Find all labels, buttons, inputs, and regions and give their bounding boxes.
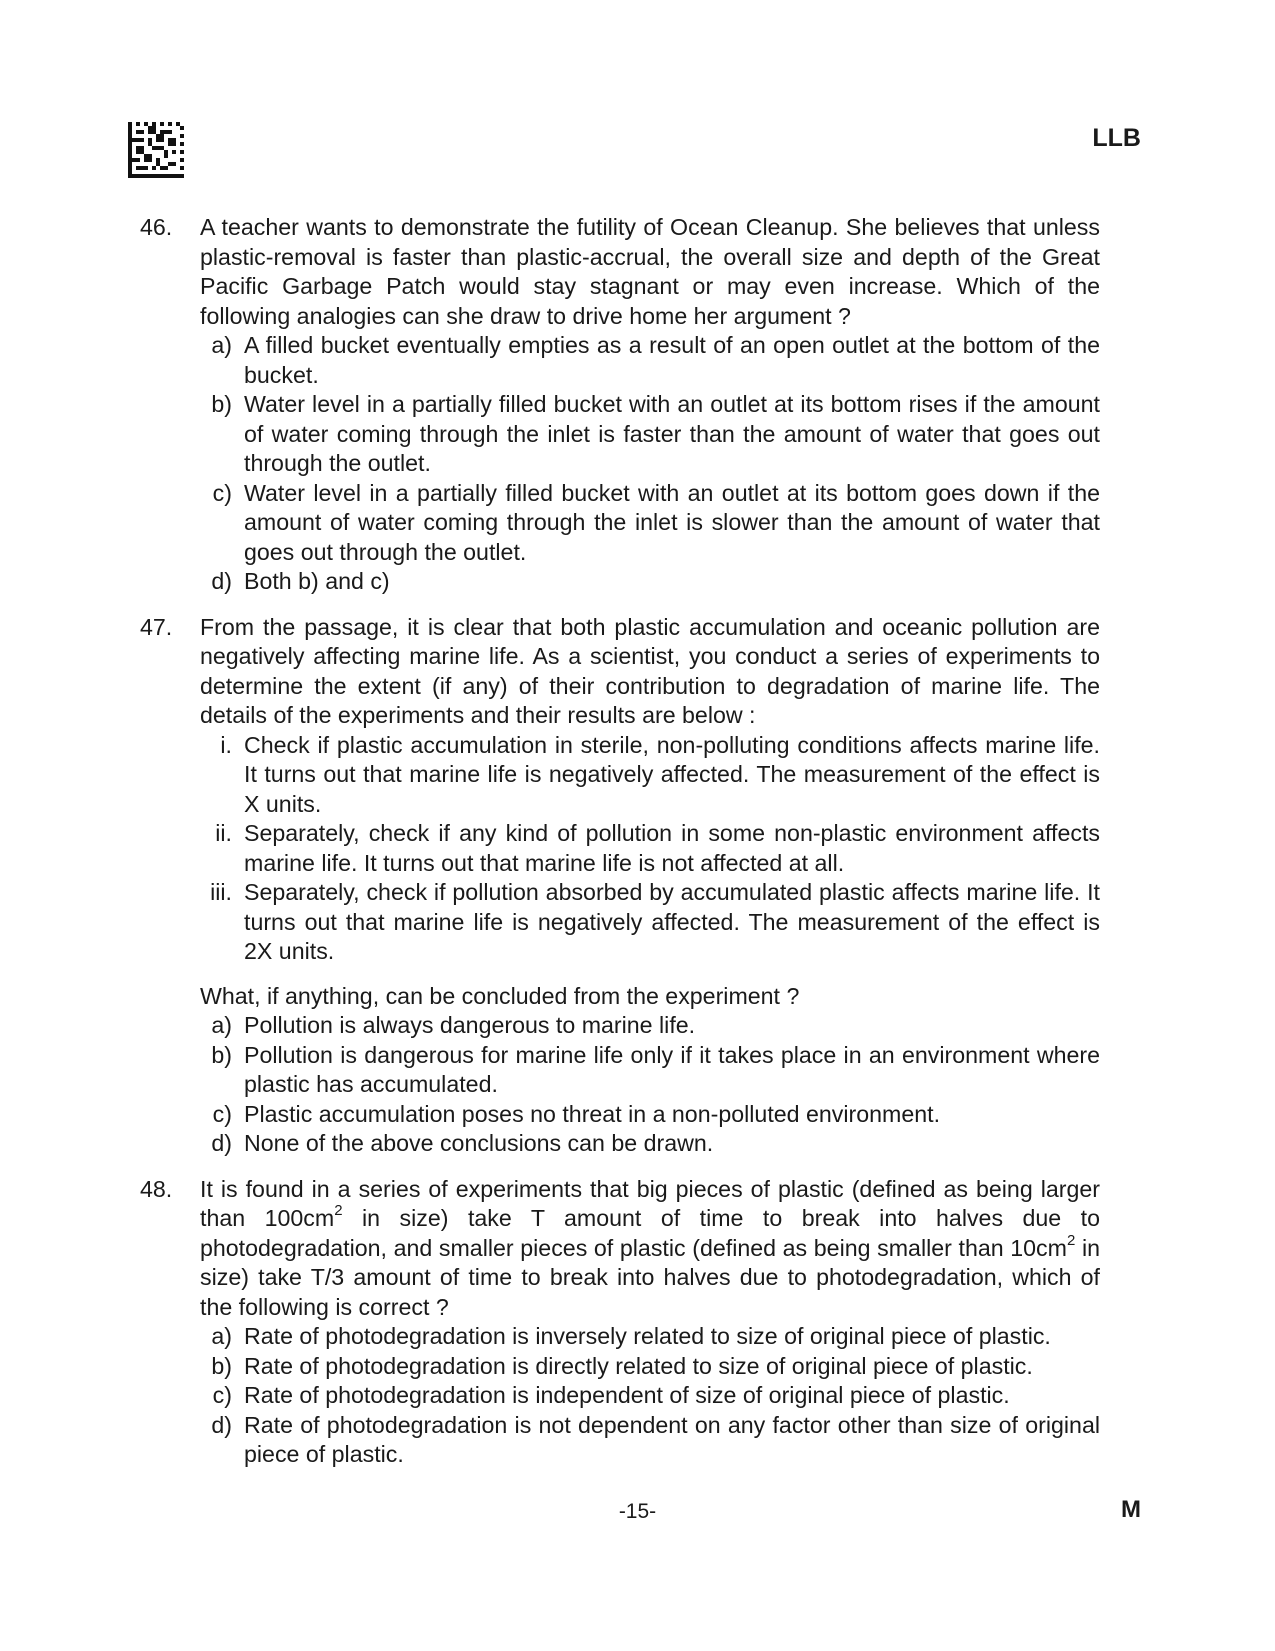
superscript: 2 (1066, 1231, 1076, 1249)
option-item (200, 1352, 1100, 1382)
option-item (200, 1041, 1100, 1100)
question-number: 46. (140, 214, 173, 240)
question-prompt: What, if anything, can be concluded from the experiment ? (200, 982, 800, 1009)
option-list (200, 1011, 1100, 1159)
stem-text: in size) take T amount of time to break into halves due to photodegradation, and smaller pieces of plastic (defined as being smaller than 10cm (200, 1205, 1101, 1261)
experiment-item (200, 819, 1100, 878)
question-stem: From the passage, it is clear that both plastic accumulation and oceanic pollution are negatively affecting marine life. As a scientist, you conduct a series of experiments to determine the extent (if any) of their contribution to degradation of marine life. The details of the experiments and their results are below : (200, 613, 1100, 728)
experiment-label: iii. (210, 879, 232, 905)
option-text: Rate of photodegradation is directly related to size of original piece of plastic. (244, 1352, 1033, 1379)
option-label: d) (211, 568, 232, 594)
superscript: 2 (334, 1202, 343, 1220)
datamatrix-code-icon (128, 122, 184, 178)
option-text: Water level in a partially filled bucket with an outlet at its bottom goes down if the amount of water coming through the inlet is slower than the amount of water that goes out through the outlet. (244, 479, 1100, 565)
option-item (200, 479, 1100, 568)
experiment-text: Separately, check if any kind of pollution in some non-plastic environment affects marine life. It turns out that marine life is not affected at all. (244, 820, 1100, 876)
option-text: Rate of photodegradation is not dependent on any factor other than size of original piece of plastic. (244, 1411, 1100, 1467)
question-number: 48. (140, 1175, 173, 1202)
option-item (200, 1129, 1100, 1159)
experiment-text: Check if plastic accumulation in sterile, non-polluting conditions affects marine life. It turns out that marine life is negatively affected. The measurement of the effect is X units. (244, 731, 1100, 817)
option-item (200, 1100, 1100, 1130)
question-stem: A teacher wants to demonstrate the futility of Ocean Cleanup. She believes that unless plastic-removal is faster than plastic-accrual, the overall size and depth of the Great Pacific Garbage Patch would stay stagnant or may even increase. Which of the following analogies can she draw to drive home her argument ? (200, 214, 1100, 329)
option-item (200, 567, 1100, 597)
option-item (200, 1411, 1100, 1470)
option-list (200, 331, 1100, 597)
stem-text: in size) take T/3 amount of time to break into halves due to photodegradation, which of the following is correct ? (200, 1234, 1100, 1320)
option-label: a) (211, 1012, 232, 1038)
option-label: b) (211, 1352, 232, 1379)
question-47 (0, 613, 1100, 1159)
experiment-item (200, 731, 1100, 820)
option-label: c) (212, 1100, 232, 1127)
option-item (200, 331, 1100, 390)
experiment-label: i. (220, 731, 232, 758)
option-text: Pollution is always dangerous to marine life. (244, 1012, 696, 1038)
option-text: Rate of photodegradation is inversely related to size of original piece of plastic. (244, 1323, 1051, 1349)
option-item (200, 1011, 1100, 1041)
option-list (200, 1322, 1100, 1470)
stem-text: It is found in a series of experiments that big pieces of plastic (defined as being larger than 100cm (200, 1175, 1100, 1231)
option-text: Plastic accumulation poses no threat in a non-polluted environment. (244, 1100, 941, 1127)
option-text: Both b) and c) (244, 568, 390, 594)
option-label: c) (212, 1382, 232, 1408)
option-text: Rate of photodegradation is independent of size of original piece of plastic. (244, 1382, 1010, 1408)
option-item (200, 390, 1100, 479)
question-46 (0, 213, 1100, 597)
paper-code: LLB (1092, 124, 1141, 152)
option-text: A filled bucket eventually empties as a result of an open outlet at the bottom of the bucket. (244, 332, 1100, 388)
option-text: Pollution is dangerous for marine life only if it takes place in an environment where plastic has accumulated. (244, 1041, 1100, 1097)
question-48 (0, 1175, 1100, 1470)
experiment-item (200, 878, 1100, 967)
option-item (200, 1381, 1100, 1411)
option-text: None of the above conclusions can be drawn. (244, 1130, 714, 1156)
option-item (200, 1322, 1100, 1352)
question-number: 47. (140, 613, 173, 640)
set-code: M (1121, 1496, 1141, 1523)
option-label: d) (211, 1130, 232, 1156)
experiment-text: Separately, check if pollution absorbed by accumulated plastic affects marine life. It turns out that marine life is negatively affected. The measurement of the effect is 2X units. (244, 879, 1100, 964)
question-stem (200, 1175, 1100, 1323)
option-label: c) (212, 479, 232, 506)
option-label: a) (211, 332, 232, 358)
page-number: -15- (618, 1500, 657, 1523)
experiment-label: ii. (215, 820, 232, 846)
option-label: d) (211, 1411, 232, 1438)
experiment-list (200, 731, 1100, 967)
option-label: b) (211, 1041, 232, 1068)
option-label: a) (211, 1323, 232, 1349)
questions-section (0, 213, 1275, 1470)
option-label: b) (211, 391, 232, 417)
option-text: Water level in a partially filled bucket with an outlet at its bottom rises if the amount of water coming through the inlet is faster than the amount of water that goes out through the outlet. (244, 391, 1100, 476)
